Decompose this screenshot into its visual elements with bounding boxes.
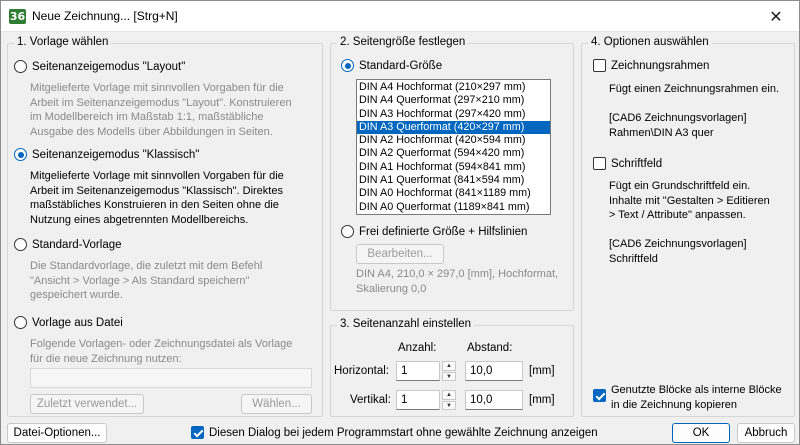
cancel-button[interactable]: Abbruch — [737, 423, 795, 443]
template-standard-label: Standard-Vorlage — [32, 238, 122, 251]
radio-button[interactable] — [14, 60, 27, 73]
recent-templates-button[interactable]: Zuletzt verwendet... — [30, 394, 144, 414]
template-standard-description: Die Standardvorlage, die zuletzt mit dem Befehl "Ansicht > Vorlage > Als Standard speichern" gespeichert wurde. — [30, 260, 263, 301]
count-header: Anzahl: — [398, 342, 437, 354]
template-classic-radio[interactable] — [14, 148, 199, 161]
list-item[interactable]: DIN A3 Hochformat (297×420 mm) — [359, 107, 526, 120]
spin-down-icon[interactable]: ▼ — [442, 372, 456, 382]
template-file-radio[interactable] — [14, 316, 123, 329]
custom-size-radio[interactable] — [341, 225, 527, 238]
template-layout-label: Seitenanzeigemodus "Layout" — [32, 60, 186, 73]
horizontal-label: Horizontal: — [334, 365, 389, 377]
blocks-label: Genutzte Blöcke als interne Blöcke in die Zeichnung kopieren — [611, 384, 782, 411]
vertical-label: Vertikal: — [350, 394, 391, 406]
template-layout-description: Mitgelieferte Vorlage mit sinnvollen Vorgaben für die Arbeit im Seitenanzeigemodus "Layout". Konstruieren im Modellbereich im Maßstab 1:1, maßstäbliche Ausgabe des Modells über Abbildungen in Seiten. — [30, 82, 292, 138]
horizontal-spacing-input[interactable]: 10,0 — [465, 361, 523, 381]
title-bar — [1, 1, 799, 32]
radio-button[interactable] — [341, 225, 354, 238]
list-item[interactable]: DIN A4 Querformat (297×210 mm) — [359, 94, 525, 107]
horizontal-count-input[interactable]: 1 — [396, 361, 440, 381]
template-classic-description: Mitgelieferte Vorlage mit sinnvollen Vorgaben für die Arbeit im Seitenanzeigemodus "Klassisch". Direktes maßstäbliches Konstruieren in den Seiten ohne die Nutzung eines abgetrennten Modellbereichs. — [30, 170, 284, 226]
horizontal-unit: [mm] — [529, 365, 555, 377]
show-dialog-checkbox-row[interactable] — [191, 426, 598, 439]
blocks-checkbox[interactable] — [593, 389, 606, 402]
choose-template-button[interactable]: Wählen... — [241, 394, 312, 414]
ok-button[interactable]: OK — [672, 423, 730, 443]
list-item[interactable]: DIN A1 Hochformat (594×841 mm) — [359, 160, 526, 173]
blocks-checkbox-row[interactable] — [593, 383, 782, 412]
page-size-group-title: 2. Seitengröße festlegen — [337, 36, 468, 48]
vertical-count-input[interactable]: 1 — [396, 390, 440, 410]
template-standard-radio[interactable] — [14, 238, 122, 251]
template-file-path-input[interactable] — [30, 368, 312, 388]
template-file-description: Folgende Vorlagen- oder Zeichnungsdatei als Vorlage für die neue Zeichnung nutzen: — [30, 338, 293, 365]
standard-size-radio[interactable] — [341, 59, 442, 72]
spin-down-icon[interactable]: ▼ — [442, 401, 456, 411]
page-format-list[interactable] — [356, 79, 551, 215]
titleblock-label: Schriftfeld — [611, 157, 663, 170]
spacing-header: Abstand: — [467, 342, 513, 354]
radio-button-selected[interactable] — [341, 59, 354, 72]
horizontal-count-stepper[interactable] — [442, 361, 456, 381]
frame-label: Zeichnungsrahmen — [611, 59, 710, 72]
template-layout-radio[interactable] — [14, 60, 185, 73]
spin-up-icon[interactable]: ▲ — [442, 361, 456, 371]
close-icon[interactable]: ✕ — [769, 7, 783, 26]
list-item[interactable]: DIN A1 Querformat (841×594 mm) — [359, 174, 525, 187]
app-icon: 36 — [9, 10, 26, 23]
list-item[interactable]: DIN A4 Hochformat (210×297 mm) — [359, 81, 526, 93]
show-dialog-label: Diesen Dialog bei jedem Programmstart ohne gewählte Zeichnung anzeigen — [209, 426, 598, 439]
vertical-unit: [mm] — [529, 394, 555, 406]
page-size-summary: DIN A4, 210,0 × 297,0 [mm], Hochformat, Skalierung 0,0 — [356, 268, 559, 295]
spin-up-icon[interactable]: ▲ — [442, 390, 456, 400]
frame-checkbox-row[interactable] — [593, 59, 709, 72]
titleblock-description: Fügt ein Grundschriftfeld ein. Inhalte mit "Gestalten > Editieren > Text / Attribute" anpassen. [CAD6 Zeichnungsvorlagen] Schriftfeld — [609, 180, 770, 265]
template-classic-label: Seitenanzeigemodus "Klassisch" — [32, 148, 200, 161]
show-dialog-checkbox[interactable] — [191, 426, 204, 439]
standard-size-label: Standard-Größe — [359, 59, 443, 72]
titleblock-checkbox[interactable] — [593, 157, 606, 170]
radio-button[interactable] — [14, 316, 27, 329]
file-options-button[interactable]: Datei-Optionen... — [7, 423, 107, 443]
options-group-title: 4. Optionen auswählen — [588, 36, 712, 48]
list-item[interactable]: DIN A0 Querformat (1189×841 mm) — [359, 200, 530, 213]
radio-button-selected[interactable] — [14, 148, 27, 161]
edit-size-button[interactable]: Bearbeiten... — [356, 244, 444, 264]
frame-checkbox[interactable] — [593, 59, 606, 72]
list-item[interactable]: DIN A0 Hochformat (841×1189 mm) — [359, 187, 531, 200]
page-count-group-title: 3. Seitenanzahl einstellen — [337, 318, 474, 330]
window-title: Neue Zeichnung... [Strg+N] — [32, 9, 178, 23]
list-item[interactable]: DIN A2 Hochformat (420×594 mm) — [359, 134, 526, 147]
titleblock-checkbox-row[interactable] — [593, 157, 662, 170]
vertical-count-stepper[interactable] — [442, 390, 456, 410]
template-group-title: 1. Vorlage wählen — [14, 36, 111, 48]
list-item[interactable]: DIN A2 Querformat (594×420 mm) — [359, 147, 525, 160]
frame-description: Fügt einen Zeichnungsrahmen ein. [CAD6 Zeichnungsvorlagen] Rahmen\DIN A3 quer — [609, 83, 779, 139]
template-file-label: Vorlage aus Datei — [32, 316, 123, 329]
custom-size-label: Frei definierte Größe + Hilfslinien — [359, 225, 528, 238]
vertical-spacing-input[interactable]: 10,0 — [465, 390, 523, 410]
radio-button[interactable] — [14, 238, 27, 251]
list-item-selected[interactable]: DIN A3 Querformat (420×297 mm) — [357, 121, 550, 134]
